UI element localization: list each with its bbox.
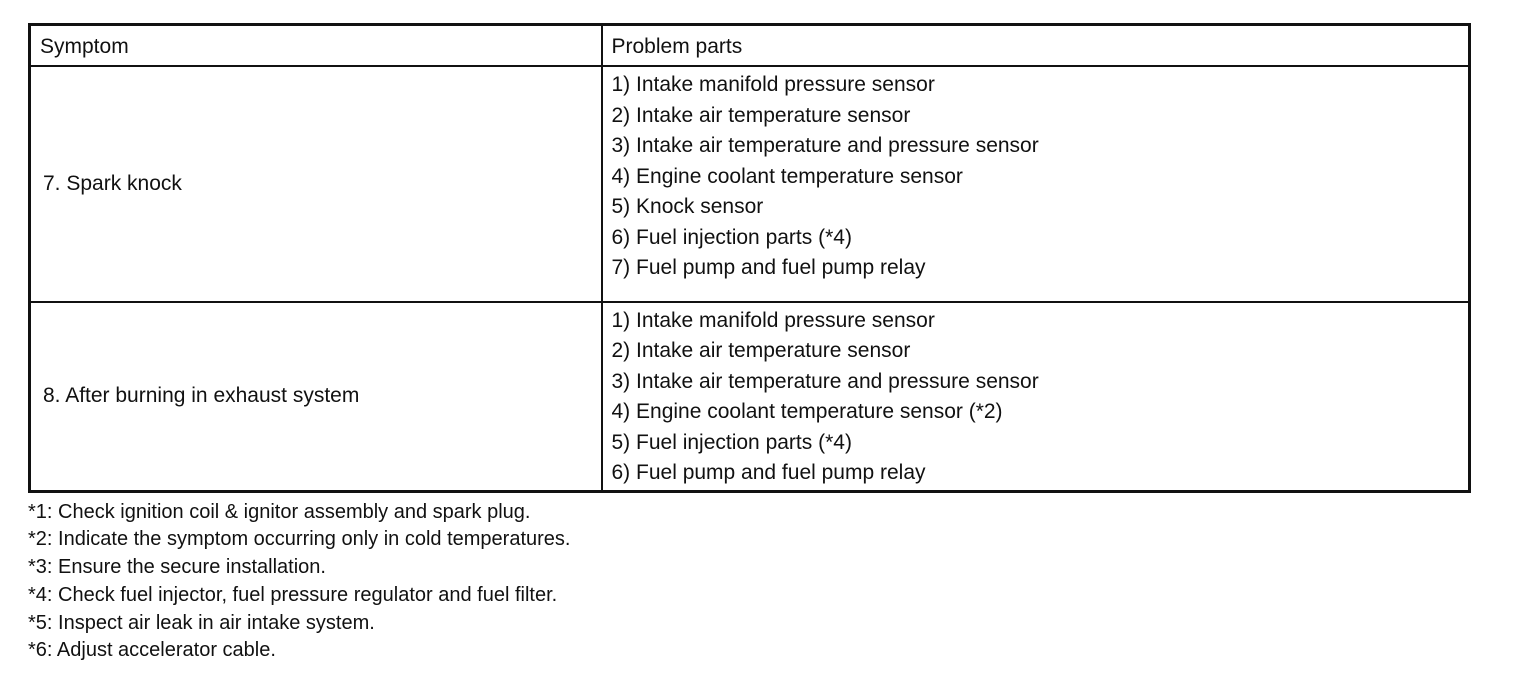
problem-parts-list	[612, 306, 1460, 489]
list-item: 3) Intake air temperature and pressure sensor	[611, 134, 1039, 157]
list-item: 5) Knock sensor	[611, 195, 764, 218]
list-item: 4) Engine coolant temperature sensor	[611, 164, 963, 188]
footnote: *5: Inspect air leak in air intake system.	[28, 611, 375, 634]
symptom-cell: 7. Spark knock	[30, 66, 602, 302]
column-header-symptom: Symptom	[30, 25, 602, 67]
footnote: *1: Check ignition coil & ignitor assembly and spark plug.	[28, 500, 531, 523]
list-item: 2) Intake air temperature sensor	[611, 103, 911, 127]
list-item: 2) Intake air temperature sensor	[611, 339, 911, 362]
problem-parts-cell	[602, 66, 1470, 302]
footnote: *4: Check fuel injector, fuel pressure regulator and fuel filter.	[28, 583, 558, 606]
list-item: 7) Fuel pump and fuel pump relay	[611, 256, 926, 279]
symptom-cell: 8. After burning in exhaust system	[30, 302, 602, 492]
column-header-problem-parts: Problem parts	[602, 25, 1470, 67]
list-item: 3) Intake air temperature and pressure sensor	[611, 369, 1039, 393]
footnotes	[28, 499, 1471, 666]
list-item: 6) Fuel injection parts (*4)	[611, 225, 852, 249]
table-row	[30, 302, 1470, 492]
symptom-parts-table	[28, 23, 1471, 493]
footnote: *3: Ensure the secure installation.	[28, 556, 326, 579]
table-row	[30, 66, 1470, 302]
footnote: *6: Adjust accelerator cable.	[28, 639, 276, 662]
problem-parts-list	[612, 70, 1460, 284]
list-item: 4) Engine coolant temperature sensor (*2)	[611, 400, 1003, 423]
document-page	[28, 23, 1471, 665]
problem-parts-cell	[602, 302, 1470, 492]
table-header-row	[30, 25, 1470, 67]
list-item: 1) Intake manifold pressure sensor	[611, 308, 935, 332]
list-item: 6) Fuel pump and fuel pump relay	[611, 461, 926, 484]
list-item: 5) Fuel injection parts (*4)	[611, 430, 852, 454]
footnote: *2: Indicate the symptom occurring only in cold temperatures.	[28, 528, 571, 551]
list-item: 1) Intake manifold pressure sensor	[611, 73, 935, 96]
